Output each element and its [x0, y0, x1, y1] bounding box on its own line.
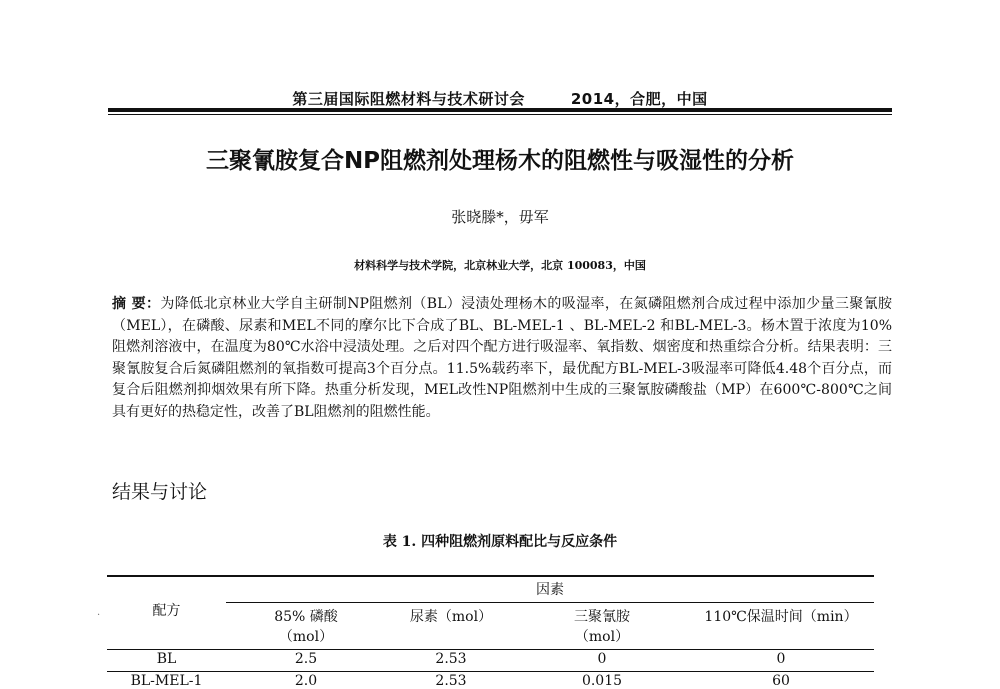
table-header-rule: [107, 649, 874, 650]
table-cell: 60: [772, 673, 790, 689]
running-header: [108, 88, 892, 109]
table-group-header: 因素: [536, 582, 564, 598]
section-heading: 结果与讨论: [112, 481, 208, 503]
table-cell: 0.015: [581, 673, 623, 689]
table-cell: 0: [597, 651, 607, 667]
table-col-header: 尿素（mol）: [409, 609, 493, 625]
header-rule-thin: [108, 114, 892, 115]
table-group-rule: [226, 602, 874, 603]
table-cell: 2.53: [435, 651, 467, 667]
conference-name: 第三届国际阻燃材料与技术研讨会: [292, 90, 525, 108]
table-row-header: 配方: [152, 603, 181, 619]
margin-mark: ·: [97, 610, 101, 621]
abstract-body: 为降低北京林业大学自主研制NP阻燃剂（BL）浸渍处理杨木的吸湿率，在氮磷阻燃剂合成过程中添加少量三聚氰胺（MEL），在磷酸、尿素和MEL不同的摩尔比下合成了BL、BL-MEL-1 、BL-MEL-2 和BL-MEL-3。杨木置于浓度为10%阻燃剂溶液中，在温度为80℃水浴中浸渍处理。之后对四个配方进行吸湿率、氧指数、烟密度和热重综合分析。结果表明：三聚氰胺复合后氮磷阻燃剂的氧指数可提高3个百分点。11.5%载药率下，最优配方BL-MEL-3吸湿率可降低4.48个百分点，而复合后阻燃剂抑烟效果有所下降。热重分析发现，MEL改性NP阻燃剂中生成的三聚氰胺磷酸盐（MP）在600℃-800℃之间具有更好的热稳定性，改善了BL阻燃剂的阻燃性能。: [112, 296, 892, 420]
abstract: [112, 294, 892, 423]
paper-authors: 张晓滕*，毋军: [451, 208, 549, 226]
table-caption: 表 1. 四种阻燃剂原料配比与反应条件: [382, 534, 618, 550]
table-cell: 2.53: [435, 673, 467, 689]
table-col-header: 三聚氰胺 （mol）: [574, 609, 630, 645]
table-cell: 2.5: [294, 651, 318, 667]
table-row-name: BL: [156, 651, 177, 667]
table-cell: 2.0: [294, 673, 318, 689]
abstract-label: 摘 要：: [112, 296, 161, 312]
paper-affiliation: 材料科学与技术学院，北京林业大学，北京 100083，中国: [354, 259, 646, 272]
table-row-name: BL-MEL-1: [130, 673, 203, 689]
conference-date-place: 2014，合肥，中国: [570, 90, 708, 108]
table-top-rule: [107, 575, 874, 577]
table-row-rule: [107, 671, 874, 672]
paper-title: 三聚氰胺复合NP阻燃剂处理杨木的阻燃性与吸湿性的分析: [205, 148, 795, 174]
table-cell: 0: [776, 651, 786, 667]
header-rule-thick: [108, 108, 892, 112]
table-col-header: 85% 磷酸 （mol）: [274, 609, 338, 645]
table-col-header: 110℃保温时间（min）: [704, 609, 858, 625]
